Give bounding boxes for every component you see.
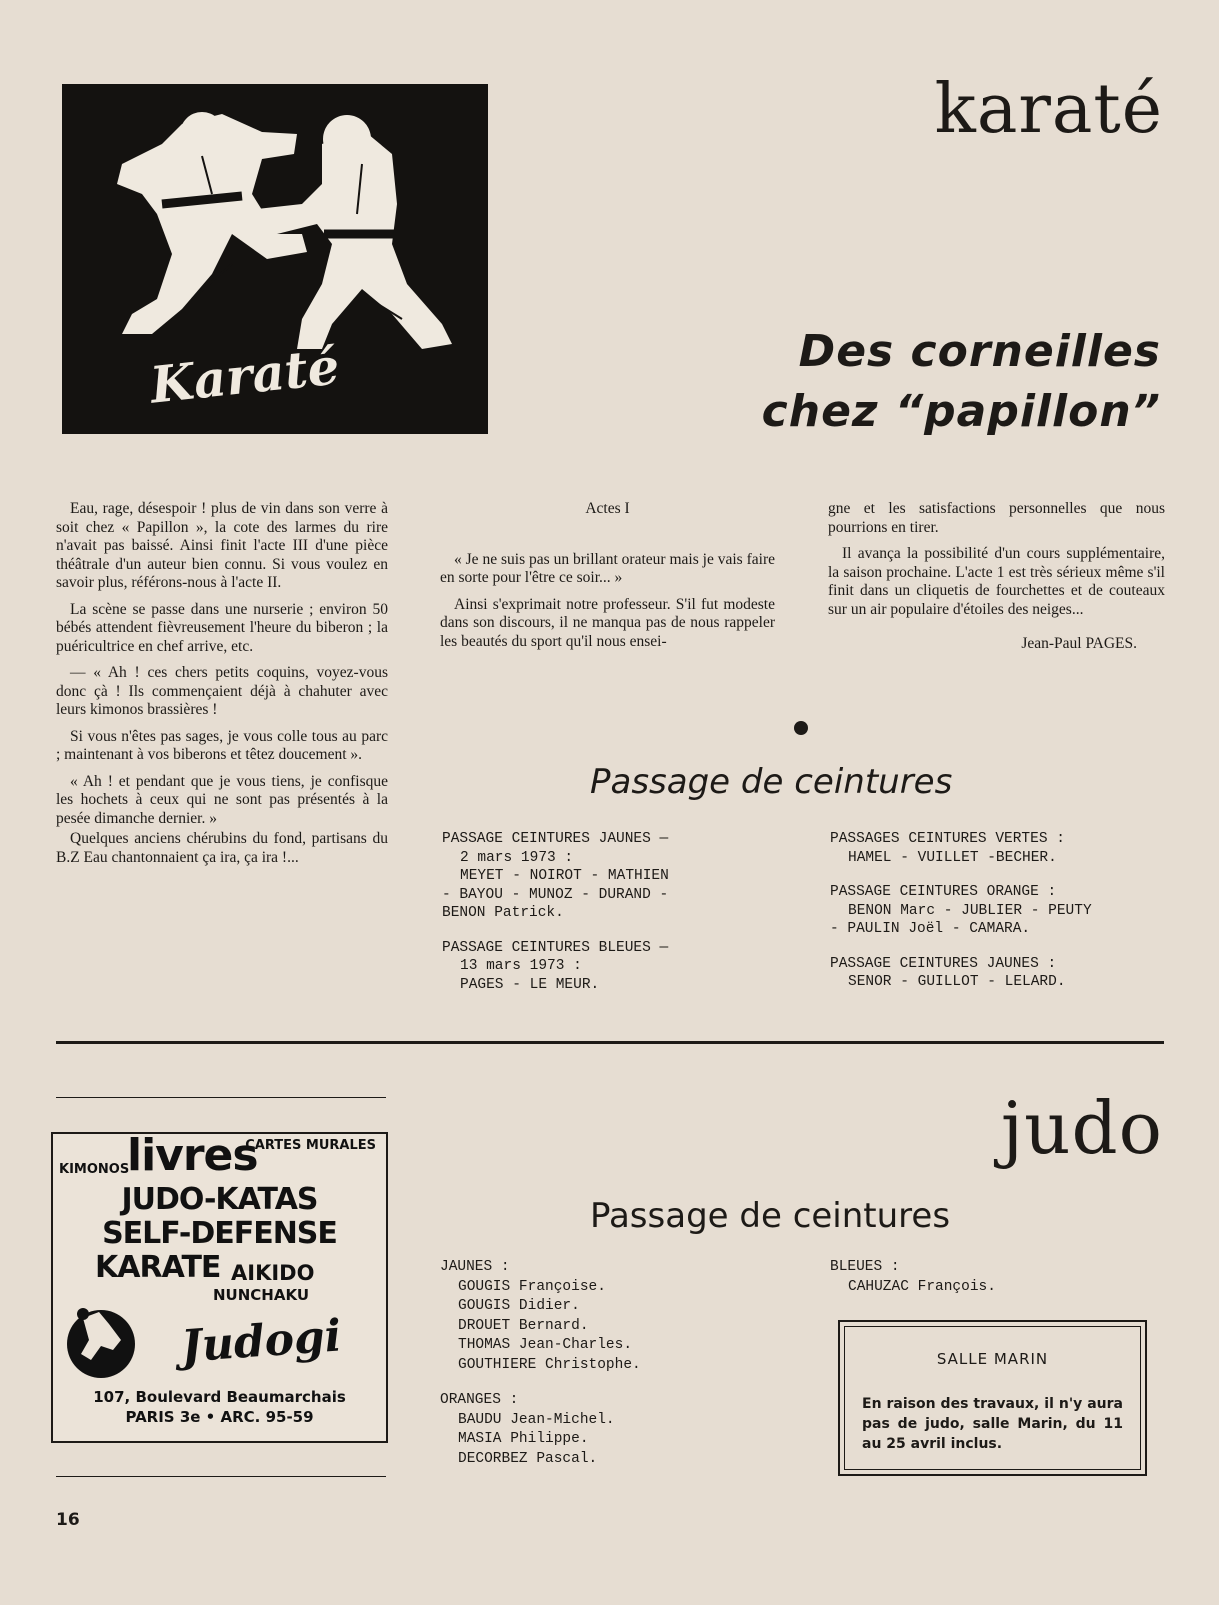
section-divider <box>56 1041 1164 1044</box>
paragraph: — « Ah ! ces chers petits coquins, voyez-vous donc çà ! Ils commençaient déjà à chahuter avec leurs kimonos brassières ! <box>56 664 388 718</box>
belt-group <box>830 883 1170 939</box>
paragraph: Il avança la possibilité d'un cours supplémentaire, la saison prochaine. L'acte 1 est très sérieux même s'il finit dans un cliquetis de fourchettes et de couteaux sur un air populaire d'étoiles des neiges... <box>828 545 1165 618</box>
belt-group <box>442 939 782 995</box>
belt-name: MASIA Philippe. <box>458 1431 589 1447</box>
belt-group-heading: JAUNES : <box>440 1259 510 1275</box>
paragraph: La scène se passe dans une nurserie ; environ 50 bébés attendent fièvreusement l'heure du biberon ; la puéricultrice en chef arrive, etc. <box>56 600 388 655</box>
karate-section-title: karaté <box>934 70 1163 149</box>
karate-illustration <box>62 84 488 434</box>
notice-title: SALLE MARIN <box>936 1350 1049 1368</box>
bullet-icon <box>794 721 808 735</box>
belt-line: HAMEL - VUILLET -BECHER. <box>848 849 1057 866</box>
paragraph: Ainsi s'exprimait notre professeur. S'il fut modeste dans son discours, il ne manqua pas de nous rappeler les beautés du sport qu'il nous ensei- <box>440 595 775 650</box>
ad-city-phone: PARIS 3e • ARC. 95-59 <box>125 1408 314 1426</box>
belt-group-heading: ORANGES : <box>440 1392 519 1408</box>
ad-livres: livres <box>127 1130 258 1181</box>
belt-line: BENON Marc - JUBLIER - PEUTY <box>848 902 1092 919</box>
ad-self-defense: SELF-DEFENSE <box>102 1216 337 1251</box>
ad-top-rule <box>56 1097 386 1098</box>
ad-brand-judogi: Judogi <box>179 1310 343 1373</box>
article-column-2 <box>440 500 775 659</box>
ad-cartes-murales: CARTES MURALES <box>245 1138 376 1153</box>
paragraph: Si vous n'êtes pas sages, je vous colle tous au parc ; maintenant à vos biberons et têtez doucement ». <box>56 727 388 763</box>
notice-text: En raison des travaux, il n'y aura pas de judo, salle Marin, du 11 au 25 avril inclus. <box>862 1396 1123 1452</box>
belt-name: CAHUZAC François. <box>848 1278 996 1295</box>
belt-group-heading: PASSAGE CEINTURES ORANGE : <box>830 884 1057 900</box>
belt-name: THOMAS Jean-Charles. <box>458 1337 633 1353</box>
belt-line: - PAULIN Joël - CAMARA. <box>830 921 1031 937</box>
judo-section-title: judo <box>1000 1086 1163 1170</box>
karate-headline <box>541 322 1161 442</box>
judo-passage-title: Passage de ceintures <box>590 1196 951 1236</box>
salle-marin-notice <box>838 1320 1147 1476</box>
belt-line: PAGES - LE MEUR. <box>460 976 600 993</box>
ad-bottom-rule <box>56 1476 386 1477</box>
karate-belts-right <box>830 830 1170 1008</box>
ad-nunchaku: NUNCHAKU <box>213 1286 309 1304</box>
belt-line: 2 mars 1973 : <box>460 849 574 866</box>
belt-name: DROUET Bernard. <box>458 1317 589 1334</box>
judo-throw-logo-icon <box>61 1300 139 1382</box>
belt-line: SENOR - GUILLOT - LELARD. <box>848 974 1066 990</box>
page-number: 16 <box>56 1510 80 1530</box>
paragraph: Eau, rage, désespoir ! plus de vin dans son verre à soit chez « Papillon », la cote des larmes du rire n'avait pas baissé. Ainsi finit l'acte III d'une pièce théâtrale d'un auteur bien connu. Si vous voulez en savoir plus, référons-nous à l'acte II. <box>56 500 388 591</box>
paragraph: Quelques anciens chérubins du fond, partisans du B.Z Eau chantonnaient ça ira, ça ira !... <box>56 830 388 866</box>
belt-group-heading: PASSAGE CEINTURES BLEUES — <box>442 939 669 956</box>
judo-belts-right <box>830 1258 1160 1297</box>
author-signature: Jean-Paul PAGES. <box>1021 635 1137 652</box>
belt-group-heading: PASSAGES CEINTURES VERTES : <box>830 831 1065 847</box>
belt-group <box>830 955 1170 992</box>
paragraph: « Ah ! et pendant que je vous tiens, je confisque les hochets à ceux qui ne sont pas présentés à la pesée dimanche dernier. » <box>56 772 388 827</box>
headline-line-1: Des corneilles <box>798 326 1161 377</box>
belt-group-heading: PASSAGE CEINTURES JAUNES : <box>830 955 1057 972</box>
belt-name: DECORBEZ Pascal. <box>458 1450 598 1467</box>
illustration-label: Karaté <box>147 336 343 415</box>
belt-group <box>830 830 1170 867</box>
judo-belts-left <box>440 1258 800 1469</box>
belt-line: MEYET - NOIROT - MATHIEN <box>460 868 669 884</box>
karate-belts-left <box>442 830 782 1010</box>
belt-name: GOUGIS Françoise. <box>458 1278 606 1295</box>
belt-line: - BAYOU - MUNOZ - DURAND - <box>442 886 669 903</box>
karate-passage-title: Passage de ceintures <box>590 762 953 802</box>
ad-karate: KARATE <box>95 1250 221 1285</box>
belt-group <box>442 830 782 923</box>
paragraph: gne et les satisfactions personnelles que nous pourrions en tirer. <box>828 500 1165 536</box>
judogi-advertisement <box>51 1132 388 1443</box>
belt-name: GOUGIS Didier. <box>458 1298 580 1314</box>
belt-group-heading: BLEUES : <box>830 1259 900 1275</box>
belt-line: 13 mars 1973 : <box>460 958 582 974</box>
article-column-1 <box>56 500 388 875</box>
ad-kimonos: KIMONOS <box>59 1162 130 1177</box>
ad-judo-katas: JUDO-KATAS <box>121 1182 318 1217</box>
belt-name: BAUDU Jean-Michel. <box>458 1411 615 1428</box>
ad-aikido: AIKIDO <box>231 1261 315 1285</box>
belt-group-heading: PASSAGE CEINTURES JAUNES — <box>442 831 669 847</box>
article-column-3 <box>828 500 1165 654</box>
ad-address: 107, Boulevard Beaumarchais <box>93 1388 346 1406</box>
belt-line: BENON Patrick. <box>442 905 564 921</box>
headline-line-2: chez “papillon” <box>761 386 1161 437</box>
column-heading: Actes I <box>585 500 630 517</box>
paragraph: « Je ne suis pas un brillant orateur mais je vais faire en sorte pour l'être ce soir... » <box>440 550 775 586</box>
belt-name: GOUTHIERE Christophe. <box>458 1356 641 1373</box>
